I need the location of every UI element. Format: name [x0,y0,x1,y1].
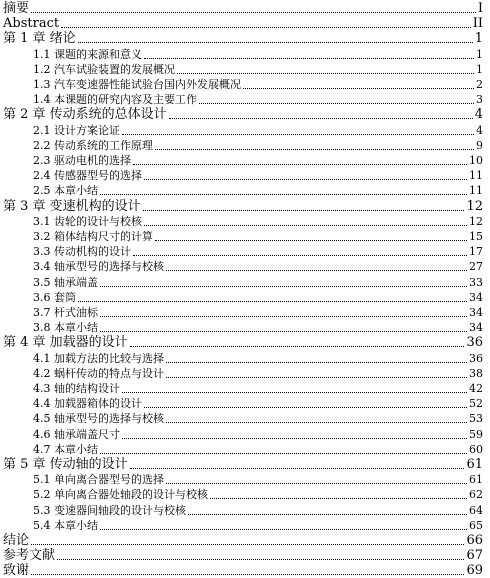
toc-entry-title: 3.2 箱体结构尺寸的计算 [33,230,153,243]
dot-leader [100,286,467,287]
toc-entry-page: 27 [469,260,483,274]
toc-entry-title: 2.5 本章小结 [33,184,98,198]
toc-entry[interactable] [0,487,490,502]
toc-entry[interactable] [0,183,490,198]
dot-leader [166,422,467,423]
toc-entry-page: 38 [469,366,483,380]
toc-entry-title: 1.4 本课题的研究内容及主要工作 [33,93,197,107]
dot-leader [130,468,465,469]
toc-entry-title: 摘要 [3,1,30,16]
toc-entry-title: 5.3 变速器间轴段的设计与校核 [33,503,186,517]
toc-entry-page: 1 [476,47,483,61]
toc-entry-page: 52 [469,397,483,411]
toc-entry-page: 11 [469,169,483,183]
toc-entry[interactable] [0,320,490,335]
toc-entry[interactable] [0,351,490,366]
dot-leader [133,164,467,165]
toc-entry-title: 2.3 驱动电机的选择 [33,154,131,167]
dot-leader [144,225,467,226]
dot-leader [130,346,465,347]
toc-entry[interactable] [0,1,490,16]
dot-leader [144,58,474,59]
toc-entry[interactable] [0,244,490,259]
dot-leader [166,483,467,484]
toc-entry-page: 65 [469,518,483,532]
dot-leader [166,362,467,363]
toc-entry[interactable] [0,47,490,62]
toc-entry-page: 61 [469,473,483,487]
toc-entry-title: 4.1 加载方法的比较与选择 [33,351,164,365]
dot-leader [166,270,467,271]
toc-entry-page: 4 [474,107,483,123]
dot-leader [57,559,464,560]
toc-entry-title: 第 3 章 变速机构的设计 [3,198,141,214]
toc-entry[interactable] [0,31,490,46]
toc-entry-title: 第 5 章 传动轴的设计 [3,457,128,472]
toc-entry-page: 33 [469,275,483,289]
toc-entry-title: 2.1 设计方案论证 [33,123,120,137]
toc-entry-title: 4.2 蜗杆传动的特点与设计 [33,366,164,380]
toc-entry-title: Abstract [3,16,60,32]
toc-entry-page: 62 [469,488,483,502]
dot-leader [199,103,474,104]
toc-entry-page: 9 [476,138,483,152]
toc-entry-title: 3.4 轴承型号的选择与校核 [33,260,164,274]
toc-entry-page: 67 [466,548,483,564]
toc-entry-title: 5.1 单向离合器型号的选择 [33,473,164,487]
toc-entry-title: 1.3 汽车变速器性能试验台国内外发展概况 [33,78,241,91]
toc-entry-page: 61 [466,457,483,472]
toc-entry[interactable] [0,396,490,411]
toc-entry-page: 3 [476,93,483,107]
toc-entry[interactable] [0,62,490,77]
toc-entry-page: 53 [469,412,483,426]
toc-entry[interactable] [0,92,490,107]
toc-entry[interactable] [0,457,490,472]
toc-entry-page: I [477,1,483,16]
dot-leader [122,438,467,439]
toc-entry-page: 66 [466,533,483,548]
toc-entry[interactable] [0,366,490,381]
toc-entry-title: 5.4 本章小结 [33,518,98,532]
toc-entry-page: 1 [474,31,483,47]
toc-entry-page: 1 [476,62,483,76]
toc-entry-page: 2 [476,78,483,91]
dot-leader [78,301,467,302]
toc-entry-page: 42 [469,382,483,395]
toc-entry-page: 69 [466,563,483,578]
toc-entry-title: 3.1 齿轮的设计与校核 [33,214,142,228]
toc-entry-title: 3.5 轴承端盖 [33,275,98,289]
dot-leader [100,529,467,530]
dot-leader [31,12,476,13]
dot-leader [122,392,467,393]
toc-entry-title: 4.7 本章小结 [33,442,98,456]
dot-leader [166,377,467,378]
toc-entry[interactable] [0,335,490,350]
toc-entry-page: 34 [469,290,483,304]
toc-entry-title: 4.6 轴承端盖尺寸 [33,427,120,441]
toc-entry-page: 34 [469,306,483,319]
toc-entry-page: 64 [469,503,483,517]
dot-leader [177,73,474,74]
toc-entry[interactable] [0,229,490,244]
dot-leader [133,255,467,256]
dot-leader [31,544,464,545]
dot-leader [78,42,473,43]
dot-leader [188,514,467,515]
toc-entry[interactable] [0,503,490,518]
toc-entry[interactable] [0,518,490,533]
toc-entry-title: 2.2 传动系统的工作原理 [33,138,153,152]
toc-entry-title: 3.3 传动机构的设计 [33,245,131,259]
toc-entry-page: II [472,16,483,32]
dot-leader [169,118,473,119]
dot-leader [100,453,467,454]
dot-leader [144,179,467,180]
toc-entry[interactable] [0,259,490,274]
toc-entry-title: 2.4 传感器型号的选择 [33,169,142,183]
toc-entry-title: 致谢 [3,563,30,578]
toc-entry-page: 34 [469,321,483,335]
toc-entry-page: 17 [469,245,483,259]
toc-entry[interactable] [0,123,490,138]
toc-entry-title: 1.2 汽车试验装置的发展概况 [33,62,175,76]
toc-entry-title: 参考文献 [3,548,56,564]
toc-entry-title: 3.8 本章小结 [33,321,98,335]
toc-entry[interactable] [0,214,490,229]
toc-entry-page: 10 [469,154,483,167]
toc-entry[interactable] [0,199,490,214]
toc-entry-title: 5.2 单向离合器处轴段的设计与校核 [33,488,208,502]
toc-entry[interactable] [0,168,490,183]
dot-leader [155,149,474,150]
toc-entry-title: 第 1 章 绪论 [3,31,76,47]
toc-entry[interactable] [0,77,490,92]
toc-entry[interactable] [0,533,490,548]
toc-entry-title: 3.6 套筒 [33,290,76,304]
toc-entry-title: 1.1 课题的来源和意义 [33,47,142,61]
toc-entry[interactable] [0,548,490,563]
toc-entry[interactable] [0,472,490,487]
dot-leader [155,240,467,241]
toc-entry-page: 12 [469,214,483,228]
toc-entry-title: 第 4 章 加载器的设计 [3,335,128,351]
dot-leader [210,498,467,499]
toc-entry[interactable] [0,16,490,31]
toc-entry-title: 4.4 加载器箱体的设计 [33,397,142,411]
dot-leader [100,331,467,332]
toc-entry-page: 4 [476,123,483,137]
toc-entry-title: 4.3 轴的结构设计 [33,382,120,395]
dot-leader [31,574,464,575]
dot-leader [144,407,467,408]
dot-leader [100,194,467,195]
toc-entry-page: 60 [469,442,483,456]
toc-entry[interactable] [0,442,490,457]
toc-entry-page: 59 [469,427,483,441]
toc-entry-page: 15 [469,230,483,243]
dot-leader [61,27,471,28]
dot-leader [100,316,467,317]
toc-entry-title: 第 2 章 传动系统的总体设计 [3,107,167,123]
toc-entry-page: 36 [466,335,483,351]
toc-entry[interactable] [0,381,490,396]
toc-entry-page: 12 [466,198,483,214]
toc-entry[interactable] [0,563,490,578]
dot-leader [243,88,474,89]
toc-entry-title: 3.7 杆式油标 [33,306,98,319]
toc-entry-page: 36 [469,351,483,365]
toc-entry[interactable] [0,427,490,442]
toc-entry[interactable] [0,411,490,426]
toc-entry-title: 4.5 轴承型号的选择与校核 [33,412,164,426]
toc-entry[interactable] [0,305,490,320]
dot-leader [122,134,474,135]
toc-entry-title: 结论 [3,533,30,548]
dot-leader [143,210,465,211]
toc-entry[interactable] [0,275,490,290]
toc-entry[interactable] [0,107,490,122]
toc-entry-page: 11 [469,184,483,198]
toc-entry[interactable] [0,138,490,153]
toc-entry[interactable] [0,290,490,305]
toc-entry[interactable] [0,153,490,168]
